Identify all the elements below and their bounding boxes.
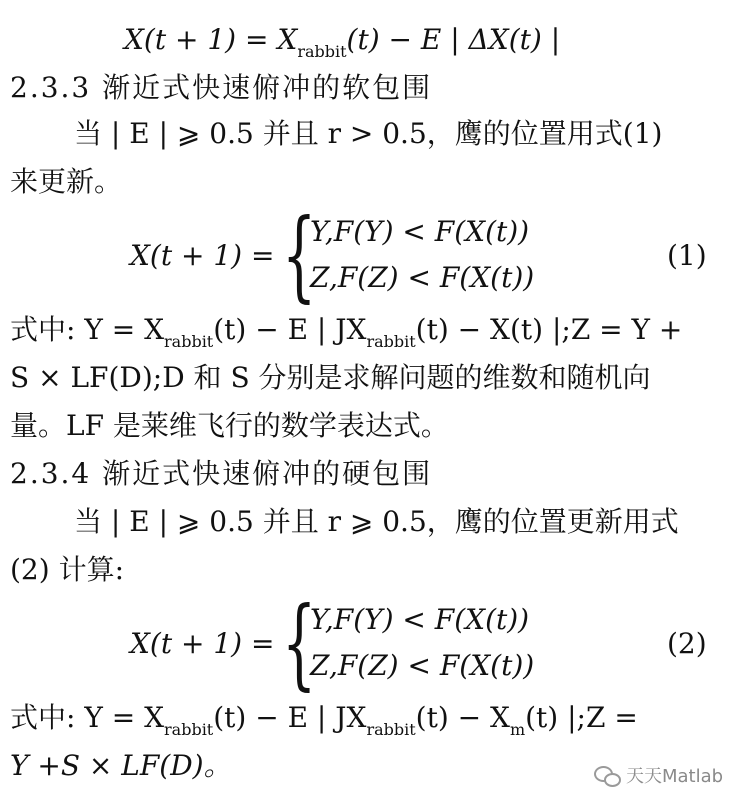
eq1-case-2: Z,F(Z) < F(X(t)) (310, 261, 535, 294)
p4-subscript-3: m (509, 720, 526, 739)
eq1-case-1: Y,F(Y) < F(X(t)) (310, 215, 530, 248)
p2-text-b: (t) − E | JX (213, 313, 367, 346)
eq1-lhs: X(t + 1) = (130, 239, 275, 272)
paragraph-4-line-2: Y +S × LF(D)。 (10, 749, 232, 782)
p4-text-d: (t) |;Z = (525, 701, 638, 734)
paragraph-2-line-2: S × LF(D);D 和 S 分别是求解问题的维数和随机向 (10, 361, 651, 394)
equation-top (124, 23, 561, 61)
p4-subscript-2: rabbit (366, 720, 416, 739)
paragraph-3-line-1: 当 | E | ⩾ 0.5 并且 r ⩾ 0.5，鹰的位置更新用式 (74, 505, 679, 538)
paragraph-2-line-3: 量。LF 是莱维飞行的数学表达式。 (10, 409, 449, 442)
eq-top-lhs: X(t + 1) = X (124, 23, 298, 56)
eq2-lhs: X(t + 1) = (130, 627, 275, 660)
p2-text-c: (t) − X(t) |;Z = Y + (415, 313, 683, 346)
p4-text-a: 式中: Y = X (10, 701, 165, 734)
eq1-brace: { (282, 199, 317, 313)
eq2-number: (2) (667, 627, 707, 660)
p2-text-a: 式中: Y = X (10, 313, 165, 346)
wechat-icon (594, 764, 620, 786)
wechat-watermark (594, 762, 723, 788)
p4-subscript-1: rabbit (164, 720, 214, 739)
section-heading-2-3-4: 2.3.4 渐近式快速俯冲的硬包围 (10, 457, 433, 490)
paragraph-4-line-1 (10, 701, 638, 739)
eq-top-subscript: rabbit (297, 42, 347, 61)
eq1-number: (1) (667, 239, 707, 272)
p4-text-c: (t) − X (415, 701, 510, 734)
eq-top-rhs: (t) − E | ΔX(t) | (346, 23, 561, 56)
paragraph-1-line-2: 来更新。 (10, 165, 123, 198)
paragraph-2-line-1 (10, 313, 683, 351)
watermark-text: 天天Matlab (626, 766, 724, 787)
eq2-case-1: Y,F(Y) < F(X(t)) (310, 603, 530, 636)
eq2-case-2: Z,F(Z) < F(X(t)) (310, 649, 535, 682)
paragraph-1-line-1: 当 | E | ⩾ 0.5 并且 r > 0.5，鹰的位置用式(1) (74, 117, 663, 150)
eq2-brace: { (282, 587, 317, 701)
p2-subscript-1: rabbit (164, 332, 214, 351)
p4-text-b: (t) − E | JX (213, 701, 367, 734)
p2-subscript-2: rabbit (366, 332, 416, 351)
paragraph-3-line-2: (2) 计算: (10, 553, 124, 586)
section-heading-2-3-3: 2.3.3 渐近式快速俯冲的软包围 (10, 71, 433, 104)
